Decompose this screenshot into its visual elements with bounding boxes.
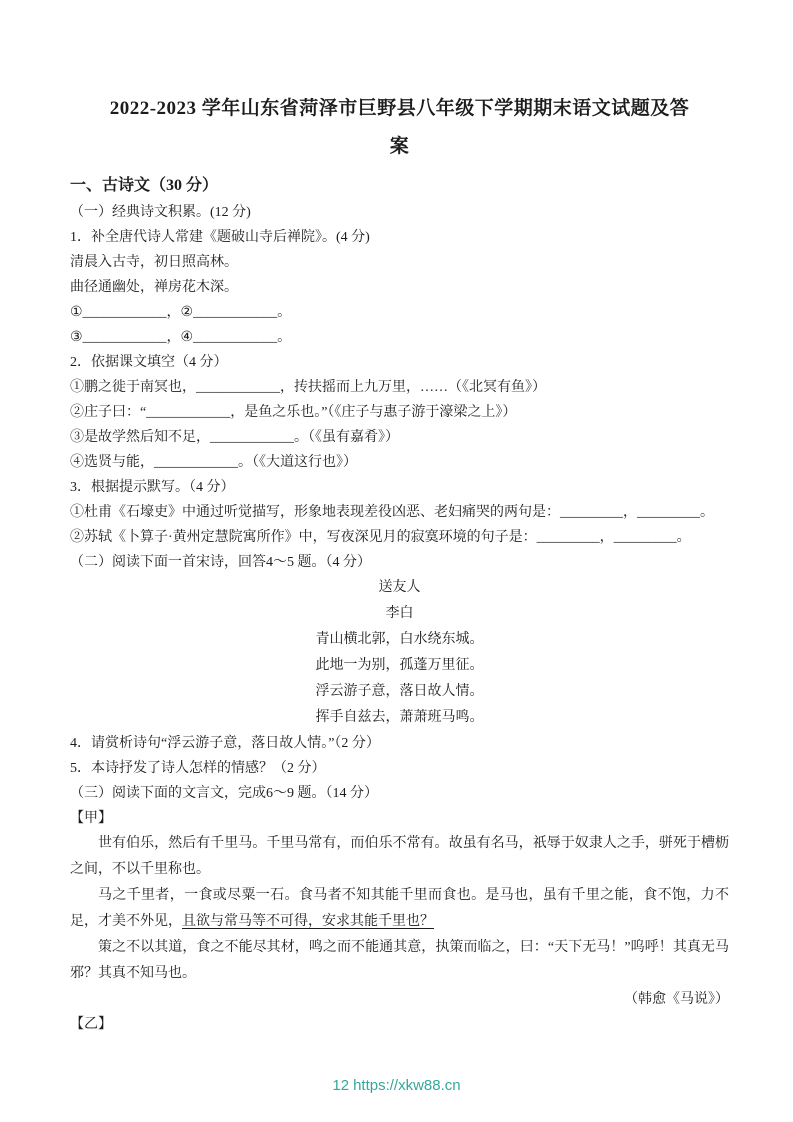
fill-blank-line: ②苏轼《卜算子·黄州定慧院寓所作》中，写夜深见月的寂寞环境的句子是：_________，_________。 xyxy=(70,530,691,545)
text-line: （三）阅读下面的文言文，完成6～9 题。（14 分） xyxy=(70,786,378,801)
title-line-2: 案 xyxy=(389,136,410,157)
page-number: 12 xyxy=(332,1077,350,1094)
passage-label-jia: 【甲】 xyxy=(70,811,112,826)
text-line: 1．补全唐代诗人常建《题破山寺后禅院》。(4 分) xyxy=(70,230,370,245)
poem-line: 青山横北郭，白水绕东城。 xyxy=(315,632,484,647)
text-line: 2．依据课文填空（4 分） xyxy=(70,355,228,370)
fill-blank-line: ③是故学然后知不足，____________。（《虽有嘉肴》） xyxy=(70,430,399,445)
paragraph-text: 马之千里者，一食或尽粟一石。食马者不知其能千里而食也。是马也，虽有千里之能，食不饱，力不足，才美不外见， xyxy=(70,888,729,929)
underlined-text: 且欲与常马等不可得，安求其能千里也？ xyxy=(182,914,434,929)
poem-author: 李白 xyxy=(385,606,414,621)
page-footer xyxy=(0,1076,793,1096)
passage-attribution: （韩愈《马说》） xyxy=(624,992,729,1007)
poem-title: 送友人 xyxy=(378,580,421,595)
text-line: 5．本诗抒发了诗人怎样的情感？（2 分） xyxy=(70,761,326,776)
poem-line: 浮云游子意，落日故人情。 xyxy=(315,684,484,699)
document-title xyxy=(70,90,729,166)
fill-blank-line: ③____________，④____________。 xyxy=(70,330,292,345)
poem-line: 此地一为别，孤蓬万里征。 xyxy=(315,658,484,673)
fill-blank-line: ①鹏之徙于南冥也，____________，抟扶摇而上九万里，……（《北冥有鱼》） xyxy=(70,380,546,395)
passage-paragraph-1: 世有伯乐，然后有千里马。千里马常有，而伯乐不常有。故虽有名马，祇辱于奴隶人之手，骈死于槽枥之间，不以千里称也。 xyxy=(70,836,729,877)
text-line: （二）阅读下面一首宋诗，回答4～5 题。（4 分） xyxy=(70,555,371,570)
passage-paragraph-2 xyxy=(70,883,729,935)
fill-blank-line: ④选贤与能，____________。（《大道这行也》） xyxy=(70,455,357,470)
poem-block xyxy=(70,575,729,731)
section-heading: 一、古诗文（30 分） xyxy=(70,177,219,194)
poem-line: 挥手自兹去，萧萧班马鸣。 xyxy=(315,710,484,725)
text-line: 清晨入古寺，初日照高林。 xyxy=(70,255,238,270)
title-line-1: 2022-2023 学年山东省菏泽市巨野县八年级下学期期末语文试题及答 xyxy=(109,98,690,119)
passage-label-yi: 【乙】 xyxy=(70,1017,112,1032)
fill-blank-line: ②庄子曰：“____________，是鱼之乐也。”（《庄子与惠子游于濠梁之上》） xyxy=(70,405,517,420)
fill-blank-line: ①____________，②____________。 xyxy=(70,305,292,320)
text-line: 曲径通幽处，禅房花木深。 xyxy=(70,280,238,295)
text-line: 4．请赏析诗句“浮云游子意，落日故人情。”（2 分） xyxy=(70,736,380,751)
text-line: （一）经典诗文积累。(12 分) xyxy=(70,205,251,220)
text-line: 3．根据提示默写。（4 分） xyxy=(70,480,235,495)
fill-blank-line: ①杜甫《石壕吏》中通过听觉描写，形象地表现差役凶恶、老妇痛哭的两句是：_________，_________。 xyxy=(70,505,714,520)
footer-url: https://xkw88.cn xyxy=(353,1077,461,1094)
passage-paragraph-3: 策之不以其道，食之不能尽其材，鸣之而不能通其意，执策而临之，曰：“天下无马！”呜呼！其真无马邪？其真不知马也。 xyxy=(70,940,729,981)
